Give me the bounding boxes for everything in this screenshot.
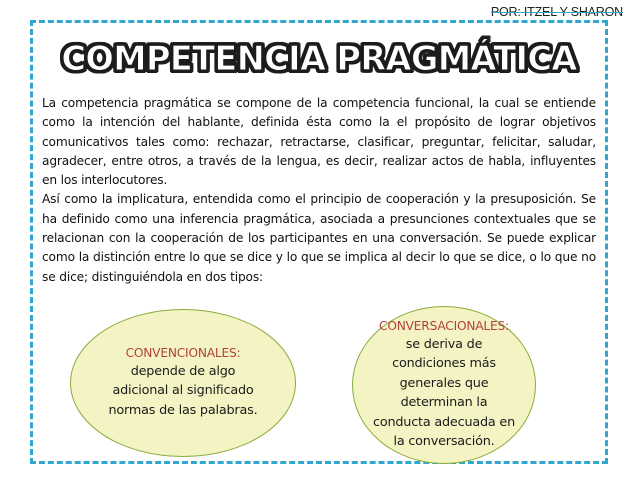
conversational-heading: CONVERSACIONALES:: [379, 318, 509, 333]
author-label: POR: ITZEL Y SHARON: [466, 5, 626, 19]
conventional-ellipse: [70, 309, 296, 457]
paragraph-implicature: Así como la implicatura, entendida como el principio de cooperación y la presuposición. Se ha definido como una inferencia pragmática, asociada a presunciones contextuales que se relacionan con la cooperación de los participantes en una conversación. Se puede explicar como la distinción entre lo que se dice y lo que se implica al decir lo que se dice, o lo que no se dice; distinguiéndola en dos tipos:: [42, 192, 596, 284]
paragraph-functional: La competencia pragmática se compone de la competencia funcional, la cual se entiende como la intención del hablante, definida ésta como la el propósito de lograr objetivos comunicativos tales como: rechazar, retractarse, clasificar, preguntar, felicitar, saludar, agradecer, entre otros, a través de la lengua, es decir, realizar actos de habla, influyentes en los interlocutores.: [42, 96, 596, 188]
page-title: COMPETENCIA PRAGMÁTICA: [61, 39, 577, 78]
conversational-description: se deriva de condiciones más generales que determinan la conducta adecuada en la conversación.: [373, 336, 516, 449]
body-text: [42, 94, 596, 287]
conventional-heading: CONVENCIONALES:: [125, 345, 241, 360]
conversational-ellipse: [352, 306, 536, 464]
conventional-description: depende de algo adicional al significado normas de las palabras.: [108, 363, 258, 418]
